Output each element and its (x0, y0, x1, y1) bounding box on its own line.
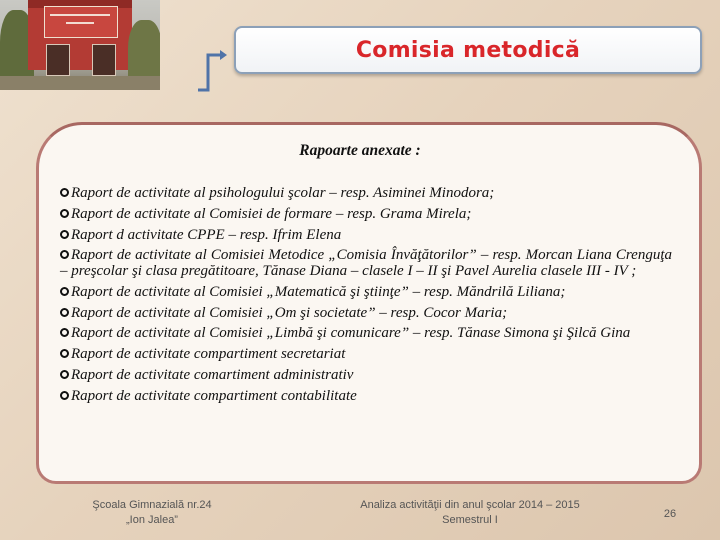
list-item-text: Raport de activitate al Comisiei „Limbă şi comunicare” – resp. Tănase Simona şi Şilcă Gina (71, 325, 631, 342)
footer-semester: Semestrul I (442, 514, 498, 526)
list-item (60, 248, 672, 279)
circle-bullet-icon (60, 391, 69, 400)
footer-school-name: Şcoala Gimnazială nr.24 (92, 499, 212, 511)
circle-bullet-icon (60, 188, 69, 197)
list-item (60, 326, 672, 342)
circle-bullet-icon (60, 328, 69, 337)
list-item (60, 368, 672, 384)
title-box (234, 26, 702, 74)
building-door (46, 44, 70, 76)
list-item-text: Raport de activitate al Comisiei de formare – resp. Grama Mirela; (71, 205, 472, 222)
content-heading: Rapoarte anexate : (299, 142, 421, 159)
list-item-text: Raport de activitate al psihologului şcolar – resp. Asiminei Minodora; (71, 185, 495, 201)
list-item-text: Raport de activitate comartiment administrativ (71, 366, 354, 383)
circle-bullet-icon (60, 308, 69, 317)
circle-bullet-icon (60, 250, 69, 259)
page-title: Comisia metodică (355, 37, 581, 63)
list-item (60, 228, 672, 244)
list-item-text: Raport de activitate al Comisiei Metodice „Comisia Învăţătorilor” – resp. Morcan Liana Crenguţa – preşcolar şi clasa pregătitoare, Tănase Diana – clasele I – II şi Pavel Aurelia clasele III - IV ; (60, 247, 672, 279)
footer-analysis (340, 498, 600, 528)
footer-analysis-title: Analiza activităţii din anul şcolar 2014 – 2015 (360, 499, 580, 511)
circle-bullet-icon (60, 209, 69, 218)
ground (0, 76, 160, 90)
list-item-text: Raport de activitate al Comisiei „Matematică şi ştiinţe” – resp. Măndrilă Liliana; (71, 283, 566, 300)
elbow-connector-icon (198, 45, 228, 93)
list-item-text: Raport de activitate compartiment secretariat (71, 346, 346, 363)
page-number: 26 (663, 508, 677, 520)
circle-bullet-icon (60, 287, 69, 296)
circle-bullet-icon (60, 349, 69, 358)
list-item-text: Raport de activitate al Comisiei „Om şi societate” – resp. Cocor Maria; (71, 304, 508, 321)
list-item-text: Raport de activitate compartiment contabilitate (71, 387, 357, 404)
sign-text-line (66, 22, 94, 24)
footer-school (62, 498, 242, 528)
list-item (60, 285, 672, 301)
report-list (60, 186, 672, 409)
list-item-text: Raport d activitate CPPE – resp. Ifrim Elena (71, 226, 342, 243)
list-item (60, 347, 672, 363)
list-item (60, 389, 672, 405)
school-photo (0, 0, 160, 90)
list-item (60, 306, 672, 322)
list-item (60, 207, 672, 223)
list-item (60, 186, 672, 202)
circle-bullet-icon (60, 370, 69, 379)
circle-bullet-icon (60, 230, 69, 239)
building-door (92, 44, 116, 76)
sign-text-line (50, 14, 110, 16)
footer-school-patron: „Ion Jalea” (126, 514, 178, 526)
